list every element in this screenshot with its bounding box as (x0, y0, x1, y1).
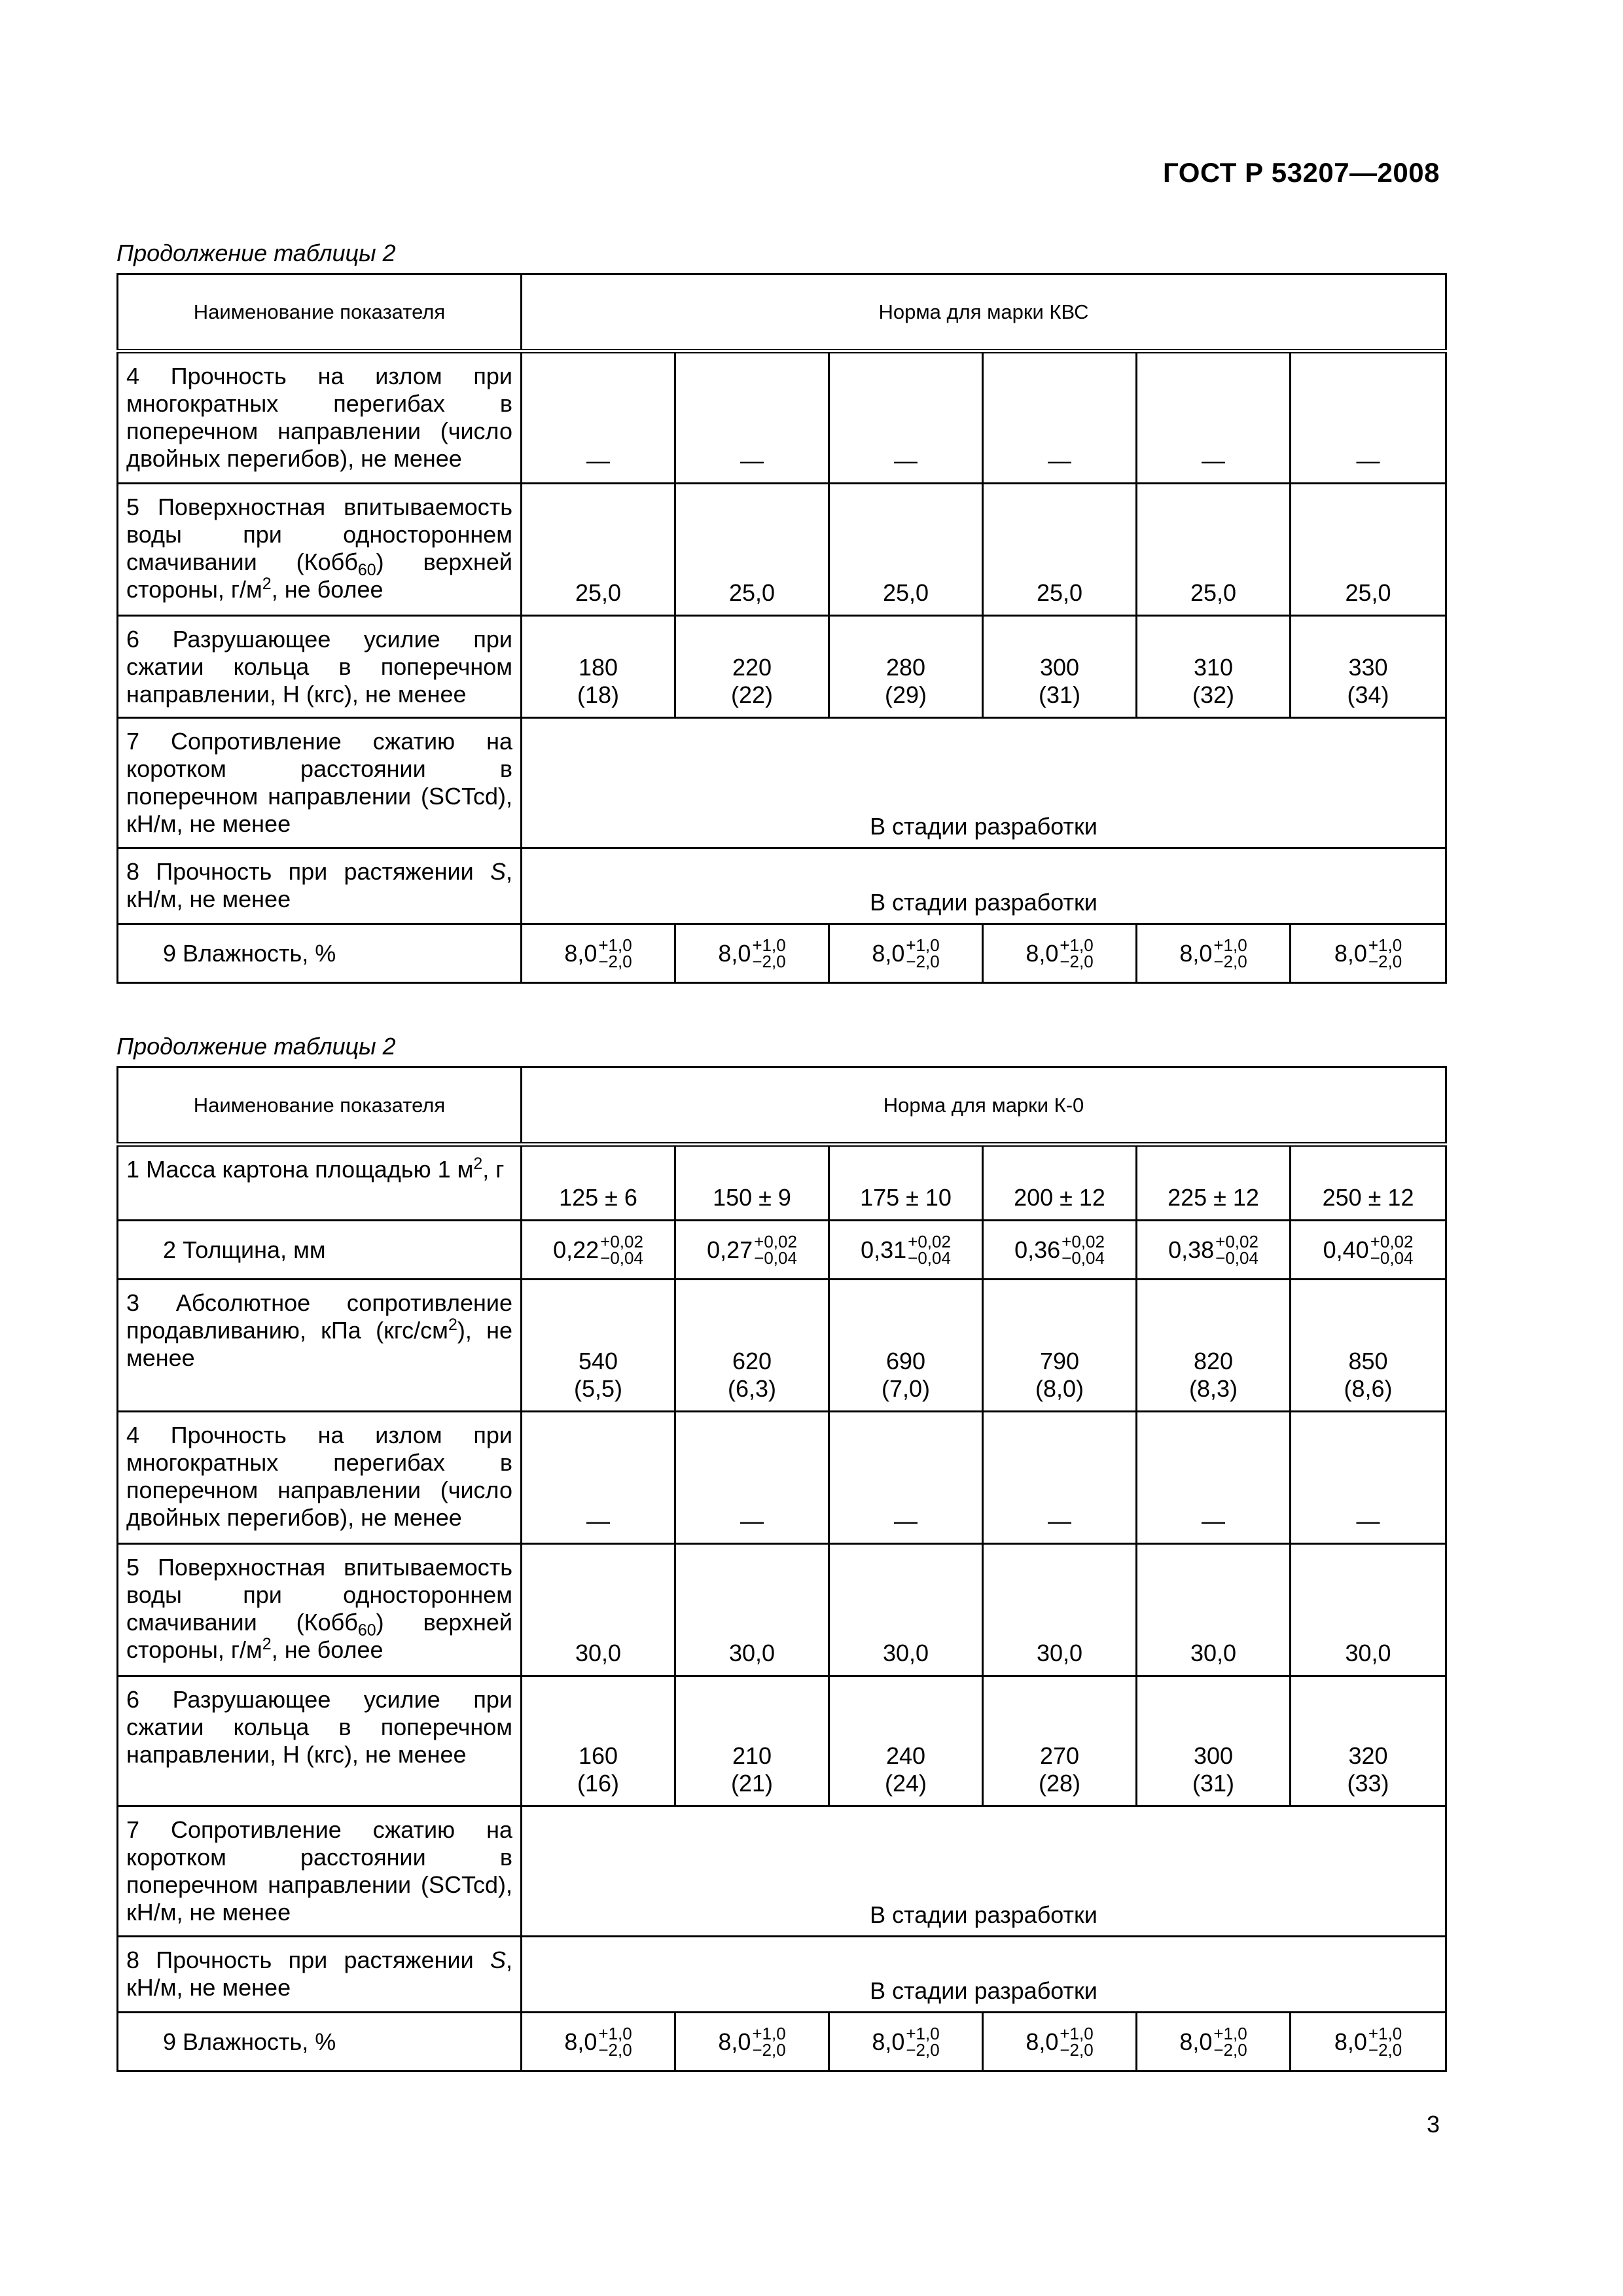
value-cell: 300 (31) (983, 616, 1137, 718)
value-cell: 225 ± 12 (1137, 1145, 1291, 1221)
value-cell: 820 (8,3) (1137, 1280, 1291, 1412)
table-row (118, 718, 1446, 848)
value-cell: 210 (21) (675, 1676, 829, 1806)
table-row (118, 848, 1446, 924)
column-header-indicator: Наименование показателя (118, 274, 522, 351)
value-cell: 300 (31) (1137, 1676, 1291, 1806)
table-row (118, 1676, 1446, 1806)
value-cell: 8,0 +1,0 −2,0 (675, 2013, 829, 2072)
value-cell: 0,36 +0,02 −0,04 (983, 1221, 1137, 1280)
indicator-name: 6 Разрушающее усилие при сжатии кольца в поперечном направлении, Н (кгс), не менее (118, 1676, 522, 1806)
norm-table-kvs (116, 273, 1447, 984)
indicator-name: 7 Сопротивление сжатию на коротком расстоянии в поперечном направлении (SCTcd), кН/м, не менее (118, 718, 522, 848)
value-cell: 125 ± 6 (522, 1145, 675, 1221)
value-cell: 30,0 (829, 1544, 983, 1676)
value-cell: 25,0 (1137, 484, 1291, 616)
value-cell: 8,0 +1,0 −2,0 (1137, 2013, 1291, 2072)
value-cell: 8,0 +1,0 −2,0 (522, 924, 675, 983)
value-cell: 8,0 +1,0 −2,0 (983, 924, 1137, 983)
value-cell: — (983, 1412, 1137, 1544)
indicator-name: 7 Сопротивление сжатию на коротком расстоянии в поперечном направлении (SCTcd), кН/м, не менее (118, 1806, 522, 1937)
column-header-norm: Норма для марки К-0 (522, 1067, 1446, 1145)
document-id: ГОСТ Р 53207—2008 (1163, 157, 1440, 188)
value-cell: 0,38 +0,02 −0,04 (1137, 1221, 1291, 1280)
value-cell: 240 (24) (829, 1676, 983, 1806)
value-cell: — (675, 351, 829, 484)
norm-table-k0 (116, 1066, 1447, 2072)
value-cell: 30,0 (1137, 1544, 1291, 1676)
table-caption-k0: Продолжение таблицы 2 (116, 1033, 396, 1060)
value-cell: 0,40 +0,02 −0,04 (1291, 1221, 1446, 1280)
value-cell: — (522, 351, 675, 484)
value-cell: 25,0 (829, 484, 983, 616)
table-row (118, 2013, 1446, 2072)
indicator-name: 4 Прочность на излом при многократных перегибах в поперечном направлении (число двойных перегибов), не менее (118, 1412, 522, 1544)
value-cell: 0,22 +0,02 −0,04 (522, 1221, 675, 1280)
indicator-name: 4 Прочность на излом при многократных перегибах в поперечном направлении (число двойных перегибов), не менее (118, 351, 522, 484)
page-number: 3 (1426, 2111, 1440, 2138)
indicator-name: 9 Влажность, % (118, 924, 522, 983)
value-cell: — (675, 1412, 829, 1544)
value-cell: 320 (33) (1291, 1676, 1446, 1806)
table-row (118, 1145, 1446, 1221)
status-under-development: В стадии разработки (522, 848, 1446, 924)
value-cell: 200 ± 12 (983, 1145, 1137, 1221)
value-cell: 150 ± 9 (675, 1145, 829, 1221)
value-cell: 25,0 (675, 484, 829, 616)
table-row (118, 484, 1446, 616)
value-cell: 30,0 (983, 1544, 1137, 1676)
value-cell: 690 (7,0) (829, 1280, 983, 1412)
value-cell: 0,31 +0,02 −0,04 (829, 1221, 983, 1280)
indicator-name: 9 Влажность, % (118, 2013, 522, 2072)
value-cell: 8,0 +1,0 −2,0 (829, 924, 983, 983)
status-under-development: В стадии разработки (522, 718, 1446, 848)
value-cell: 8,0 +1,0 −2,0 (1137, 924, 1291, 983)
indicator-name: 6 Разрушающее усилие при сжатии кольца в поперечном направлении, Н (кгс), не менее (118, 616, 522, 718)
value-cell: 8,0 +1,0 −2,0 (1291, 924, 1446, 983)
value-cell: 25,0 (1291, 484, 1446, 616)
value-cell: 30,0 (675, 1544, 829, 1676)
status-under-development: В стадии разработки (522, 1806, 1446, 1937)
value-cell: 175 ± 10 (829, 1145, 983, 1221)
indicator-name: 1 Масса картона площадью 1 $м^2$, г (118, 1145, 522, 1221)
value-cell: 310 (32) (1137, 616, 1291, 718)
indicator-name: 8 Прочность при растяжении S, кН/м, не менее (118, 848, 522, 924)
value-cell: — (1137, 1412, 1291, 1544)
table-header-row (118, 274, 1446, 351)
indicator-name: 3 Абсолютное сопротивление продавливанию, кПа $(кгс/см^2)$, не менее (118, 1280, 522, 1412)
indicator-name: 5 Поверхностная впитываемость воды при одностороннем смачивании (Кобб$_{60}$) верхней стороны, $г/м^2$, не более (118, 484, 522, 616)
value-cell: 8,0 +1,0 −2,0 (675, 924, 829, 983)
value-cell: 270 (28) (983, 1676, 1137, 1806)
table-header-row (118, 1067, 1446, 1145)
value-cell: 0,27 +0,02 −0,04 (675, 1221, 829, 1280)
value-cell: — (1291, 351, 1446, 484)
table-row (118, 351, 1446, 484)
value-cell: 250 ± 12 (1291, 1145, 1446, 1221)
column-header-indicator: Наименование показателя (118, 1067, 522, 1145)
table-row (118, 1544, 1446, 1676)
value-cell: 220 (22) (675, 616, 829, 718)
value-cell: 8,0 +1,0 −2,0 (983, 2013, 1137, 2072)
value-cell: — (1291, 1412, 1446, 1544)
value-cell: — (829, 1412, 983, 1544)
value-cell: 790 (8,0) (983, 1280, 1137, 1412)
column-header-norm: Норма для марки КВС (522, 274, 1446, 351)
value-cell: 8,0 +1,0 −2,0 (829, 2013, 983, 2072)
value-cell: 25,0 (522, 484, 675, 616)
table-caption-kvs: Продолжение таблицы 2 (116, 240, 396, 266)
value-cell: 8,0 +1,0 −2,0 (1291, 2013, 1446, 2072)
value-cell: 30,0 (1291, 1544, 1446, 1676)
table-row (118, 924, 1446, 983)
value-cell: — (829, 351, 983, 484)
value-cell: 160 (16) (522, 1676, 675, 1806)
value-cell: 620 (6,3) (675, 1280, 829, 1412)
indicator-name: 2 Толщина, мм (118, 1221, 522, 1280)
table-row (118, 1280, 1446, 1412)
table-row (118, 1412, 1446, 1544)
value-cell: 330 (34) (1291, 616, 1446, 718)
table-row (118, 1806, 1446, 1937)
indicator-name: 8 Прочность при растяжении S, кН/м, не менее (118, 1937, 522, 2013)
value-cell: 540 (5,5) (522, 1280, 675, 1412)
value-cell: 8,0 +1,0 −2,0 (522, 2013, 675, 2072)
status-under-development: В стадии разработки (522, 1937, 1446, 2013)
value-cell: 30,0 (522, 1544, 675, 1676)
value-cell: 850 (8,6) (1291, 1280, 1446, 1412)
table-row (118, 1937, 1446, 2013)
indicator-name: 5 Поверхностная впитываемость воды при одностороннем смачивании (Кобб$_{60}$) верхней стороны, $г/м^2$, не более (118, 1544, 522, 1676)
value-cell: 280 (29) (829, 616, 983, 718)
value-cell: — (1137, 351, 1291, 484)
table-row (118, 1221, 1446, 1280)
value-cell: — (983, 351, 1137, 484)
value-cell: — (522, 1412, 675, 1544)
table-row (118, 616, 1446, 718)
value-cell: 180 (18) (522, 616, 675, 718)
value-cell: 25,0 (983, 484, 1137, 616)
